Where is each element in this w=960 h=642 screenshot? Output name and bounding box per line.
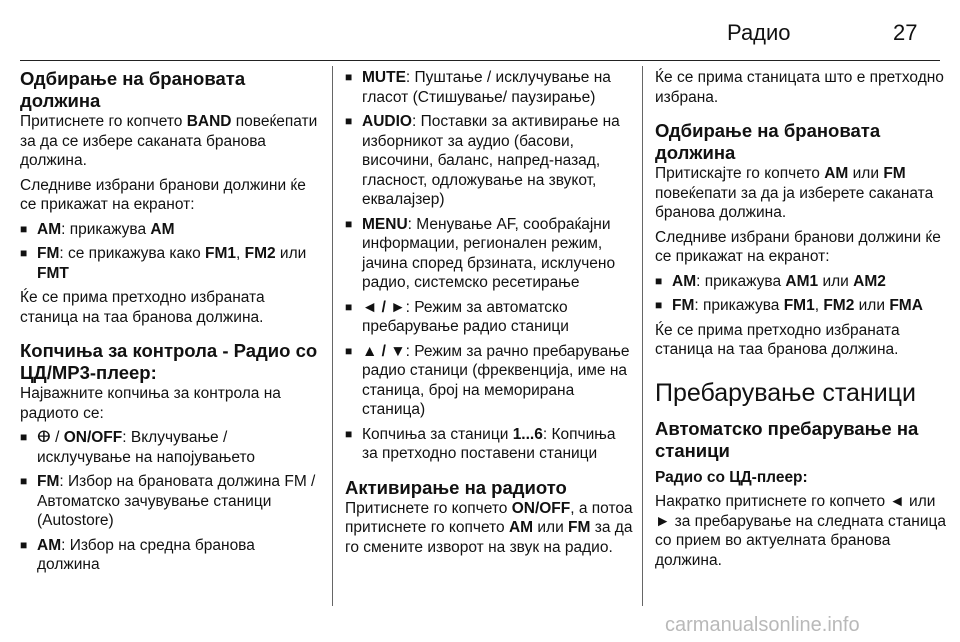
list-item: ■ MENU: Менување AF, сообраќајни информации, регионален режим, јачина според брзината, исклучено радио, системско ресетирање bbox=[345, 215, 616, 291]
bullet-icon: ■ bbox=[345, 70, 353, 84]
page-number: 27 bbox=[893, 20, 918, 45]
paragraph: Притиснете го копчето BAND повеќепати за да се избере саканата бранова должина. bbox=[20, 113, 318, 169]
header-rule bbox=[20, 60, 940, 61]
tune-arrows-icon: ▲ / ▼ bbox=[362, 342, 406, 360]
section-heading-auto: Автоматско пребарување на станици bbox=[655, 417, 919, 461]
list-item: ■ AM: Избор на средна бранова должина bbox=[20, 536, 255, 573]
column-2 bbox=[345, 68, 635, 562]
seek-arrows-icon: ◄ / ► bbox=[362, 298, 406, 316]
paragraph: Притискајте го копчето AM или FM повеќепати за да ја изберете саканата бранова должина. bbox=[655, 165, 934, 221]
power-icon: ⴲ / bbox=[37, 429, 64, 446]
list-item: ■ Копчиња за станици 1...6: Копчиња за претходно поставени станици bbox=[345, 425, 616, 462]
paragraph: Најважните копчиња за контрола на радиото се: bbox=[20, 385, 281, 422]
list-item: ■ FM: Избор на брановата должина FM / Автоматско зачувување станици (Autostore) bbox=[20, 473, 316, 529]
bullet-icon: ■ bbox=[20, 221, 28, 236]
bullet-icon: ■ bbox=[345, 216, 353, 231]
column-divider bbox=[332, 66, 333, 606]
paragraph: Притиснете го копчето ON/OFF, а потоа притиснете го копчето AM или FM за да го смените изворот на звук на радио. bbox=[345, 499, 633, 556]
column-divider bbox=[642, 66, 643, 606]
section-heading-controls: Копчиња за контрола - Радио со ЦД/MP3-плеер: bbox=[20, 340, 318, 383]
section-heading-band: Одбирање на брановата должина bbox=[20, 68, 246, 111]
subheading-cd-player: Радио со ЦД-плеер: bbox=[655, 468, 808, 486]
bullet-icon: ■ bbox=[20, 537, 28, 552]
column-3 bbox=[655, 68, 955, 575]
paragraph: Ќе се прима претходно избраната станица на таа бранова должина. bbox=[20, 289, 265, 326]
list-item: ■ AM: прикажува AM bbox=[20, 220, 175, 238]
bullet-icon: ■ bbox=[345, 343, 353, 358]
bullet-icon: ■ bbox=[655, 273, 663, 288]
chapter-heading-search: Пребарување станици bbox=[655, 378, 916, 407]
bullet-icon: ■ bbox=[345, 426, 353, 441]
bullet-icon: ■ bbox=[20, 246, 28, 260]
bullet-icon: ■ bbox=[20, 474, 28, 488]
paragraph: Следниве избрани бранови должини ќе се прикажат на екранот: bbox=[655, 228, 941, 265]
watermark: carmanualsonline.info bbox=[665, 614, 860, 636]
list-item: ■ ▲ / ▼: Режим за рачно пребарување радио станици (фреквенција, име на станица, број на меморирана станица) bbox=[345, 342, 630, 418]
section-heading-band: Одбирање на брановата должина bbox=[655, 120, 881, 163]
list-item: ■ FM: се прикажува како FM1, FM2 или FMT bbox=[20, 245, 307, 282]
paragraph: Следниве избрани бранови должини ќе се прикажат на екранот: bbox=[20, 176, 306, 213]
paragraph: Ќе се прима станицата што е претходно избрана. bbox=[655, 69, 944, 106]
list-item: ■ FM: прикажува FM1, FM2 или FMA bbox=[655, 297, 923, 314]
column-1 bbox=[20, 68, 320, 580]
list-item: ■ AM: прикажува AM1 или AM2 bbox=[655, 272, 886, 290]
paragraph: Накратко притиснете го копчето ◄ или ► за пребарување на следната станица со прием во актуелната бранова должина. bbox=[655, 493, 946, 569]
list-item: ■ MUTE: Пуштање / исклучување на гласот (Стишување/ паузирање) bbox=[345, 69, 611, 106]
paragraph: Ќе се прима претходно избраната станица на таа бранова должина. bbox=[655, 321, 900, 358]
page-title: Радио bbox=[727, 20, 791, 45]
list-item: ■ ◄ / ►: Режим за автоматско пребарување радио станици bbox=[345, 298, 569, 335]
list-item: ■ ⴲ / ON/OFF: Вклучување / исклучување на напојувањето bbox=[20, 429, 255, 466]
bullet-icon: ■ bbox=[345, 299, 353, 314]
section-heading-activate: Активирање на радиото bbox=[345, 476, 567, 498]
list-item: ■ AUDIO: Поставки за активирање на изборникот за аудио (басови, височини, баланс, напред-назад, гласност, одложување на звукот, еквалајзер) bbox=[345, 113, 620, 208]
bullet-icon: ■ bbox=[20, 430, 28, 444]
bullet-icon: ■ bbox=[655, 298, 663, 312]
bullet-icon: ■ bbox=[345, 114, 353, 128]
